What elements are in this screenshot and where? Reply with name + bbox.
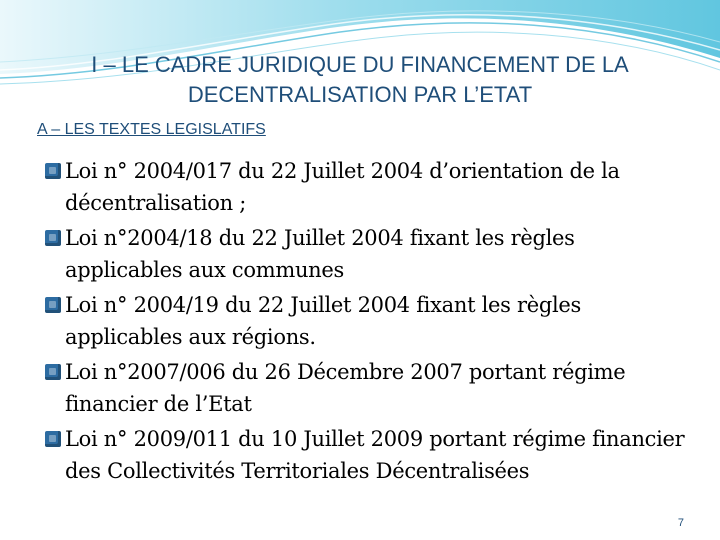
list-item — [45, 155, 695, 219]
list-item — [45, 423, 695, 487]
square-bullet-icon — [45, 364, 61, 380]
list-item-text: Loi n°2004/18 du 22 Juillet 2004 fixant les règles applicables aux communes — [65, 226, 575, 282]
list-item-text: Loi n°2007/006 du 26 Décembre 2007 portant régime financier de l’Etat — [65, 360, 626, 416]
square-bullet-icon — [45, 163, 61, 179]
list-item-text: Loi n° 2009/011 du 10 Juillet 2009 portant régime financier des Collectivités Territoriales Décentralisées — [65, 427, 685, 483]
list-item — [45, 222, 695, 286]
section-subtitle: A – LES TEXTES LEGISLATIFS — [37, 121, 266, 138]
square-bullet-icon — [45, 230, 61, 246]
list-item — [45, 356, 695, 420]
list-item — [45, 289, 695, 353]
square-bullet-icon — [45, 297, 61, 313]
page-number: 7 — [677, 517, 684, 529]
list-item-text: Loi n° 2004/017 du 22 Juillet 2004 d’orientation de la décentralisation ; — [65, 159, 620, 215]
square-bullet-icon — [45, 431, 61, 447]
list-item-text: Loi n° 2004/19 du 22 Juillet 2004 fixant les règles applicables aux régions. — [65, 293, 582, 349]
law-list — [45, 155, 695, 490]
slide-title: I – LE CADRE JURIDIQUE DU FINANCEMENT DE LA DECENTRALISATION PAR L’ETAT — [91, 52, 629, 107]
